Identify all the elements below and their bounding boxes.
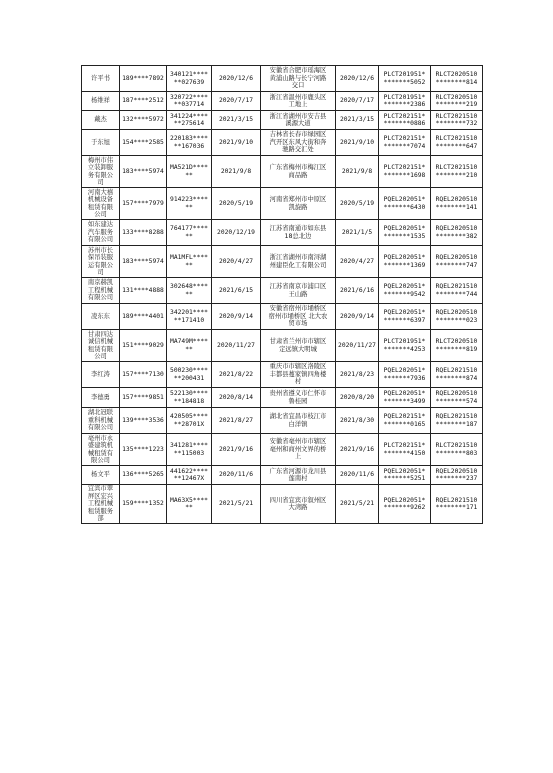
plate-code-cell: PQEL202051* *******1535 (379, 220, 431, 246)
registration-code-cell: RQEL2020510 ********747 (431, 246, 483, 278)
issue-date-cell: 2020/5/19 (336, 188, 379, 220)
id-number-cell: 220183**** **167036 (167, 130, 212, 156)
id-number-cell: 500230**** **200431 (167, 362, 212, 388)
table-row (82, 188, 483, 220)
registration-code-cell: RQEL2021510 ********874 (431, 362, 483, 388)
owner-name-cell: 李红涛 (82, 362, 120, 388)
registration-code-cell: RQEL2021510 ********171 (431, 485, 483, 524)
registration-code-cell: RQEL2020510 ********574 (431, 388, 483, 408)
owner-name-cell: 如东建达 汽车服务 有限公司 (82, 220, 120, 246)
table-row (82, 485, 483, 524)
address-cell: 贵州省遵义市仁怀市 鲁桂园 (261, 388, 336, 408)
registration-date-cell: 2020/4/27 (212, 246, 261, 278)
id-number-cell: MA1MFL**** ** (167, 246, 212, 278)
registration-date-cell: 2020/11/27 (212, 330, 261, 362)
address-cell: 甘肃省兰州市市辖区 定远镇大明城 (261, 330, 336, 362)
phone-cell: 157****7130 (120, 362, 167, 388)
id-number-cell: 914223**** ** (167, 188, 212, 220)
registration-date-cell: 2020/5/19 (212, 188, 261, 220)
owner-name-cell: 苏州市长 保吊装服 运有限公 司 (82, 246, 120, 278)
address-cell: 广东省梅州市梅江区 商品路 (261, 156, 336, 188)
issue-date-cell: 2021/8/30 (336, 408, 379, 434)
registration-date-cell: 2021/9/10 (212, 130, 261, 156)
issue-date-cell: 2021/3/15 (336, 111, 379, 130)
issue-date-cell: 2021/6/16 (336, 278, 379, 304)
id-number-cell: 441622**** **12467X (167, 466, 212, 485)
phone-cell: 135****1223 (120, 434, 167, 466)
address-cell: 湖北省宜昌市枝江市 白洋镇 (261, 408, 336, 434)
plate-code-cell: PQEL202051* *******1369 (379, 246, 431, 278)
table-row (82, 92, 483, 111)
registration-code-cell: RLCT2021510 ********647 (431, 130, 483, 156)
id-number-cell: 341224**** **275614 (167, 111, 212, 130)
plate-code-cell: PQEL202051* *******9542 (379, 278, 431, 304)
registration-date-cell: 2021/9/8 (212, 156, 261, 188)
phone-cell: 133****8288 (120, 220, 167, 246)
owner-name-cell: 杨维祥 (82, 92, 120, 111)
phone-cell: 154****2585 (120, 130, 167, 156)
id-number-cell: 320722**** **037714 (167, 92, 212, 111)
registration-code-cell: RQEL2020510 ********382 (431, 220, 483, 246)
phone-cell: 183****5974 (120, 156, 167, 188)
registration-date-cell: 2021/5/21 (212, 485, 261, 524)
registration-date-cell: 2021/8/22 (212, 362, 261, 388)
registration-date-cell: 2020/7/17 (212, 92, 261, 111)
owner-name-cell: 湖北冠联 重科机械 有限公司 (82, 408, 120, 434)
plate-code-cell: PLCT201951* *******4253 (379, 330, 431, 362)
table-row (82, 66, 483, 92)
phone-cell: 132****5972 (120, 111, 167, 130)
address-cell: 重庆市市辖区洛陵区 丰都县蔓家镇四角楼 村 (261, 362, 336, 388)
table-row (82, 408, 483, 434)
registration-date-cell: 2020/12/19 (212, 220, 261, 246)
id-number-cell: 764177**** ** (167, 220, 212, 246)
plate-code-cell: PQEL202051* *******9262 (379, 485, 431, 524)
table-row (82, 434, 483, 466)
id-number-cell: 420505**** **28701X (167, 408, 212, 434)
registration-code-cell: RQEL2021510 ********744 (431, 278, 483, 304)
owner-name-cell: 戴杰 (82, 111, 120, 130)
id-number-cell: MA521D**** ** (167, 156, 212, 188)
issue-date-cell: 2020/11/27 (336, 330, 379, 362)
registration-date-cell: 2021/6/15 (212, 278, 261, 304)
id-number-cell: MA63X5**** ** (167, 485, 212, 524)
owner-name-cell: 南京赫凯 工程机械 有限公司 (82, 278, 120, 304)
owner-name-cell: 凌东东 (82, 304, 120, 330)
address-cell: 河南省郑州市中原区 凯旋路 (261, 188, 336, 220)
table-row (82, 330, 483, 362)
plate-code-cell: PLCT202151* *******7074 (379, 130, 431, 156)
registration-code-cell: RLCT2020510 ********814 (431, 66, 483, 92)
table-row (82, 278, 483, 304)
owner-name-cell: 亳州市永 盛建筑机 械租赁有 限公司 (82, 434, 120, 466)
address-cell: 浙江省温州市鹿头区 工地上 (261, 92, 336, 111)
id-number-cell: 302648**** ** (167, 278, 212, 304)
address-cell: 安徽省亳州市市辖区 亳州和商州文界的桥 上 (261, 434, 336, 466)
owner-name-cell: 梅州市伟 立装卸服 务有限公 司 (82, 156, 120, 188)
plate-code-cell: PQEL202051* *******6430 (379, 188, 431, 220)
address-cell: 吉林省长春市绿园区 汽开区东风大街和奔 驰路交汇处 (261, 130, 336, 156)
address-cell: 浙江省湖州市安吉县 溪源大道 (261, 111, 336, 130)
registration-date-cell: 2021/9/16 (212, 434, 261, 466)
phone-cell: 157****7979 (120, 188, 167, 220)
table-row (82, 246, 483, 278)
plate-code-cell: PQEL202051* *******3499 (379, 388, 431, 408)
table-row (82, 130, 483, 156)
table-row (82, 304, 483, 330)
plate-code-cell: PQEL202151* *******0165 (379, 408, 431, 434)
owner-name-cell: 甘肃四达 诚信机械 租赁有限 公司 (82, 330, 120, 362)
registration-date-cell: 2021/8/27 (212, 408, 261, 434)
plate-code-cell: PLCT202151* *******0886 (379, 111, 431, 130)
address-cell: 浙江省湖州市南浔湖 州建臣化工有限公司 (261, 246, 336, 278)
owner-name-cell: 于东旭 (82, 130, 120, 156)
registration-date-cell: 2020/8/14 (212, 388, 261, 408)
registration-date-cell: 2021/3/15 (212, 111, 261, 130)
issue-date-cell: 2021/9/8 (336, 156, 379, 188)
plate-code-cell: PQEL202051* *******5251 (379, 466, 431, 485)
issue-date-cell: 2020/8/20 (336, 388, 379, 408)
owner-name-cell: 河南大禧 机械设备 租赁有限 公司 (82, 188, 120, 220)
address-cell: 安徽省宿州市埇桥区 宿州市埇桥区 北大农 贸市场 (261, 304, 336, 330)
address-cell: 江苏省南通市如东县 18总北边 (261, 220, 336, 246)
registration-code-cell: RQEL2020510 ********023 (431, 304, 483, 330)
issue-date-cell: 2020/4/27 (336, 246, 379, 278)
registration-date-cell: 2020/9/14 (212, 304, 261, 330)
phone-cell: 131****4888 (120, 278, 167, 304)
address-cell: 广东省河源市龙川县 莲南村 (261, 466, 336, 485)
registration-date-cell: 2020/11/6 (212, 466, 261, 485)
address-cell: 安徽省合肥市瑶海区 黄浦山路与长宁河路 交口 (261, 66, 336, 92)
registration-code-cell: RQEL2021510 ********187 (431, 408, 483, 434)
plate-code-cell: PQEL202051* *******7936 (379, 362, 431, 388)
owner-name-cell: 李德勇 (82, 388, 120, 408)
table-row (82, 466, 483, 485)
issue-date-cell: 2021/9/10 (336, 130, 379, 156)
registration-date-cell: 2020/12/6 (212, 66, 261, 92)
id-number-cell: 522130**** **184818 (167, 388, 212, 408)
owner-name-cell: 杨文平 (82, 466, 120, 485)
issue-date-cell: 2021/8/23 (336, 362, 379, 388)
issue-date-cell: 2020/7/17 (336, 92, 379, 111)
table-row (82, 362, 483, 388)
address-cell: 四川省宜宾市叙州区 大湾路 (261, 485, 336, 524)
id-number-cell: MA749M**** ** (167, 330, 212, 362)
phone-cell: 159****1352 (120, 485, 167, 524)
table-row (82, 388, 483, 408)
plate-code-cell: PLCT201951* *******2386 (379, 92, 431, 111)
phone-cell: 136****5265 (120, 466, 167, 485)
registration-table (81, 65, 483, 524)
plate-code-cell: PQEL202051* *******6397 (379, 304, 431, 330)
phone-cell: 189****7892 (120, 66, 167, 92)
registration-code-cell: RLCT2021510 ********210 (431, 156, 483, 188)
address-cell: 江苏省南京市浦口区 王山路 (261, 278, 336, 304)
id-number-cell: 340121**** **027639 (167, 66, 212, 92)
plate-code-cell: PLCT201951* *******5052 (379, 66, 431, 92)
registration-code-cell: RQEL2020510 ********141 (431, 188, 483, 220)
id-number-cell: 341281**** **115003 (167, 434, 212, 466)
table-row (82, 220, 483, 246)
owner-name-cell: 宜宾市翠 屏区宏兴 工程机械 租赁服务 部 (82, 485, 120, 524)
registration-code-cell: RQEL2020510 ********237 (431, 466, 483, 485)
plate-code-cell: PLCT202151* *******4150 (379, 434, 431, 466)
registration-code-cell: RLCT2020510 ********219 (431, 92, 483, 111)
owner-name-cell: 许平书 (82, 66, 120, 92)
registration-code-cell: RLCT2021510 ********803 (431, 434, 483, 466)
registration-code-cell: RLCT2020510 ********819 (431, 330, 483, 362)
phone-cell: 157****9851 (120, 388, 167, 408)
phone-cell: 187****2512 (120, 92, 167, 111)
phone-cell: 151****9029 (120, 330, 167, 362)
id-number-cell: 342201**** **171410 (167, 304, 212, 330)
issue-date-cell: 2020/12/6 (336, 66, 379, 92)
plate-code-cell: PLCT202151* *******1698 (379, 156, 431, 188)
issue-date-cell: 2021/1/5 (336, 220, 379, 246)
phone-cell: 183****5974 (120, 246, 167, 278)
phone-cell: 189****4401 (120, 304, 167, 330)
issue-date-cell: 2021/9/16 (336, 434, 379, 466)
issue-date-cell: 2020/9/14 (336, 304, 379, 330)
table-row (82, 156, 483, 188)
table-row (82, 111, 483, 130)
phone-cell: 139****3536 (120, 408, 167, 434)
registration-code-cell: RLCT2021510 ********732 (431, 111, 483, 130)
issue-date-cell: 2020/11/6 (336, 466, 379, 485)
issue-date-cell: 2021/5/21 (336, 485, 379, 524)
